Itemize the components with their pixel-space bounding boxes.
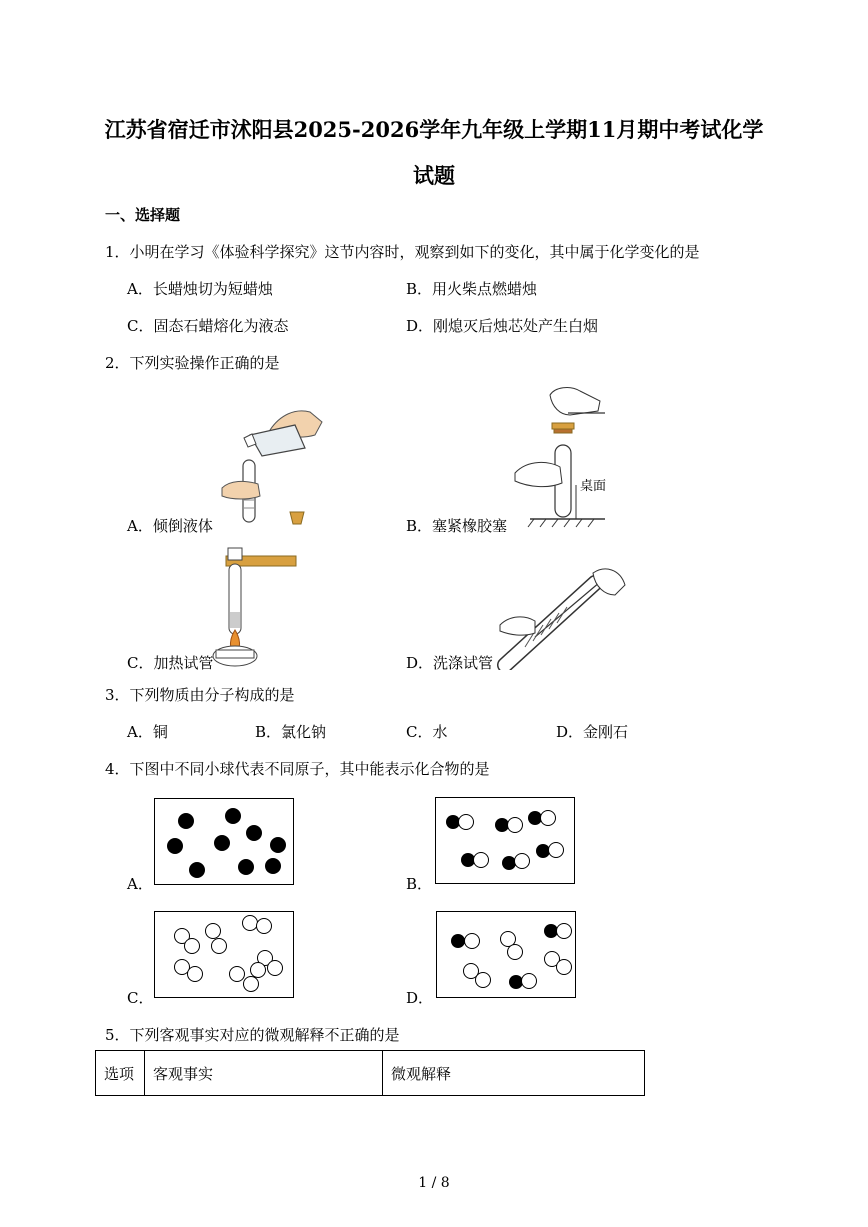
particle-box-d bbox=[436, 911, 576, 998]
q4-option-c: C． bbox=[127, 989, 154, 1007]
q3-option-d: D．金刚石 bbox=[556, 723, 629, 741]
q2-option-c: C．加热试管 bbox=[127, 654, 214, 672]
q2-stem: 2．下列实验操作正确的是 bbox=[105, 354, 280, 372]
q3-option-a: A．铜 bbox=[127, 723, 168, 741]
q1-option-a: A．长蜡烛切为短蜡烛 bbox=[127, 280, 273, 298]
q1-stem: 1．小明在学习《体验科学探究》这节内容时，观察到如下的变化，其中属于化学变化的是 bbox=[105, 243, 700, 261]
particle-box-a bbox=[154, 798, 294, 885]
q3-option-b: B．氯化钠 bbox=[255, 723, 327, 741]
q4-option-b: B． bbox=[406, 875, 433, 893]
washing-tube-figure bbox=[495, 565, 635, 670]
stopper-figure bbox=[510, 385, 630, 530]
pouring-liquid-figure bbox=[210, 400, 330, 535]
q1-option-d: D．刚熄灭后烛芯处产生白烟 bbox=[406, 317, 599, 335]
q2-option-b: B．塞紧橡胶塞 bbox=[406, 517, 508, 535]
q4-stem: 4．下图中不同小球代表不同原子，其中能表示化合物的是 bbox=[105, 760, 490, 778]
q2-option-d: D．洗涤试管 bbox=[406, 654, 494, 672]
q4-option-d: D． bbox=[406, 989, 434, 1007]
heating-tube-figure bbox=[212, 542, 302, 670]
table-header-fact: 客观事实 bbox=[145, 1051, 383, 1096]
q4-option-a: A． bbox=[127, 875, 153, 893]
q3-stem: 3．下列物质由分子构成的是 bbox=[105, 686, 295, 704]
doc-title-line1: 江苏省宿迁市沭阳县2025-2026学年九年级上学期11月期中考试化学 bbox=[104, 117, 764, 142]
page-indicator: 1 / 8 bbox=[418, 1175, 450, 1191]
q5-table-header-row bbox=[96, 1051, 645, 1096]
desk-surface-label: 桌面 bbox=[580, 479, 607, 494]
q3-option-c: C．水 bbox=[406, 723, 448, 741]
q2-option-a: A．倾倒液体 bbox=[127, 517, 213, 535]
q5-table bbox=[95, 1050, 645, 1096]
doc-title-line2: 试题 bbox=[413, 163, 455, 188]
table-header-option: 选项 bbox=[96, 1051, 145, 1096]
q1-option-c: C．固态石蜡熔化为液态 bbox=[127, 317, 289, 335]
particle-box-b bbox=[435, 797, 575, 884]
particle-box-c bbox=[154, 911, 294, 998]
q5-stem: 5．下列客观事实对应的微观解释不正确的是 bbox=[105, 1026, 400, 1044]
section-heading: 一、选择题 bbox=[105, 206, 181, 224]
table-header-explanation: 微观解释 bbox=[383, 1051, 645, 1096]
q1-option-b: B．用火柴点燃蜡烛 bbox=[406, 280, 538, 298]
